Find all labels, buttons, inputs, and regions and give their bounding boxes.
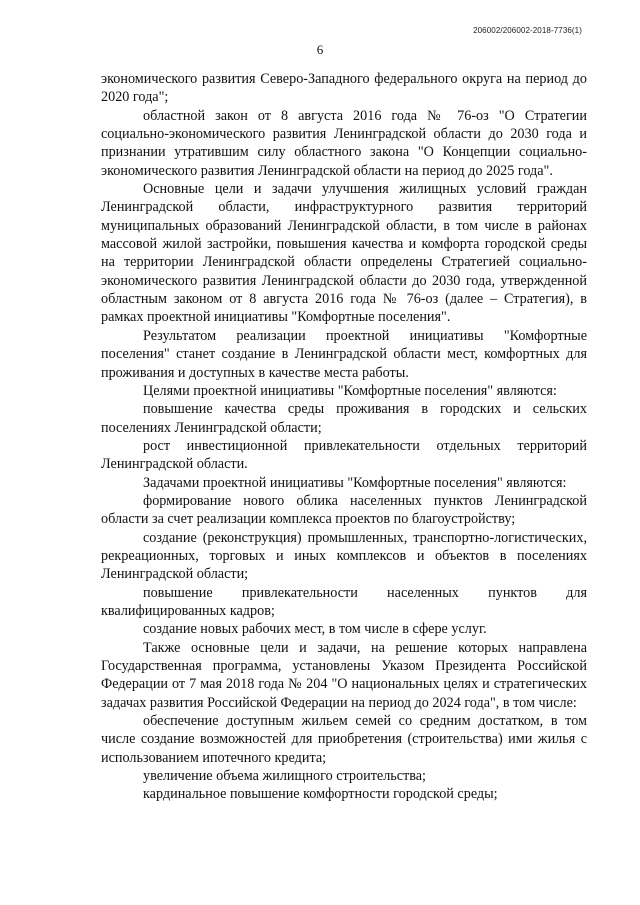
paragraph-goal-1: повышение качества среды проживания в городских и сельских поселениях Ленинградской области; bbox=[101, 401, 587, 436]
paragraph-decree-item-2: увеличение объема жилищного строительства; bbox=[143, 768, 426, 785]
paragraph-decree: Также основные цели и задачи, на решение которых направлена Государственная программа, установлены Указом Президента Российской Федерации от 7 мая 2018 года № 204 "О национальных целях и стратегических задачах развития Российской Федерации на период до 2024 года", в том числе: bbox=[101, 639, 587, 711]
paragraph-main-goals: Основные цели и задачи улучшения жилищных условий граждан Ленинградской области, инфраструктурного развития территорий муниципальных образований Ленинградской области, в том числе в районах массовой жилой застройки, повышения качества и комфорта городской среды на территории Ленинградской области определены Стратегией социально-экономического развития Ленинградской области до 2030 года, утвержденной областным законом от 8 августа 2016 года № 76-оз (далее – Стратегия), в рамках проектной инициативы "Комфортные поселения". bbox=[101, 181, 587, 326]
document-body bbox=[101, 70, 587, 804]
paragraph-task-2: создание (реконструкция) промышленных, транспортно-логистических, рекреационных, торговых и иных комплексов и объектов в поселениях Ленинградской области; bbox=[101, 529, 587, 583]
document-id: 206002/206002-2018-7736(1) bbox=[473, 26, 582, 35]
paragraph-task-1: формирование нового облика населенных пунктов Ленинградской области за счет реализации комплекса проектов по благоустройству; bbox=[101, 492, 587, 528]
paragraph-goals-intro: Целями проектной инициативы "Комфортные поселения" являются: bbox=[143, 382, 557, 399]
paragraph-task-3: повышение привлекательности населенных пунктов для квалифицированных кадров; bbox=[101, 584, 587, 619]
paragraph-goal-2: рост инвестиционной привлекательности отдельных территорий Ленинградской области. bbox=[101, 437, 587, 473]
paragraph-continuation: экономического развития Северо-Западного федерального округа на период до 2020 года"; bbox=[101, 71, 587, 106]
paragraph-task-4: создание новых рабочих мест, в том числе в сфере услуг. bbox=[143, 621, 487, 638]
paragraph-decree-item-1: обеспечение доступным жильем семей со средним достатком, в том числе создание возможностей для приобретения (строительства) ими жилья с использованием ипотечного кредита; bbox=[101, 713, 587, 766]
paragraph-decree-item-3: кардинальное повышение комфортности городской среды; bbox=[143, 786, 498, 803]
paragraph-result: Результатом реализации проектной инициативы "Комфортные поселения" станет создание в Ленинградской области мест, комфортных для проживания и доступных в качестве места работы. bbox=[101, 327, 587, 381]
paragraph-regional-law: областной закон от 8 августа 2016 года № 76-оз "О Стратегии социально-экономического развития Ленинградской области до 2030 года и признании утратившим силу областного закона "О Концепции социально-экономического развития Ленинградской области на период до 2025 года". bbox=[101, 107, 587, 179]
page-number: 6 bbox=[316, 42, 324, 57]
paragraph-tasks-intro: Задачами проектной инициативы "Комфортные поселения" являются: bbox=[143, 474, 567, 491]
